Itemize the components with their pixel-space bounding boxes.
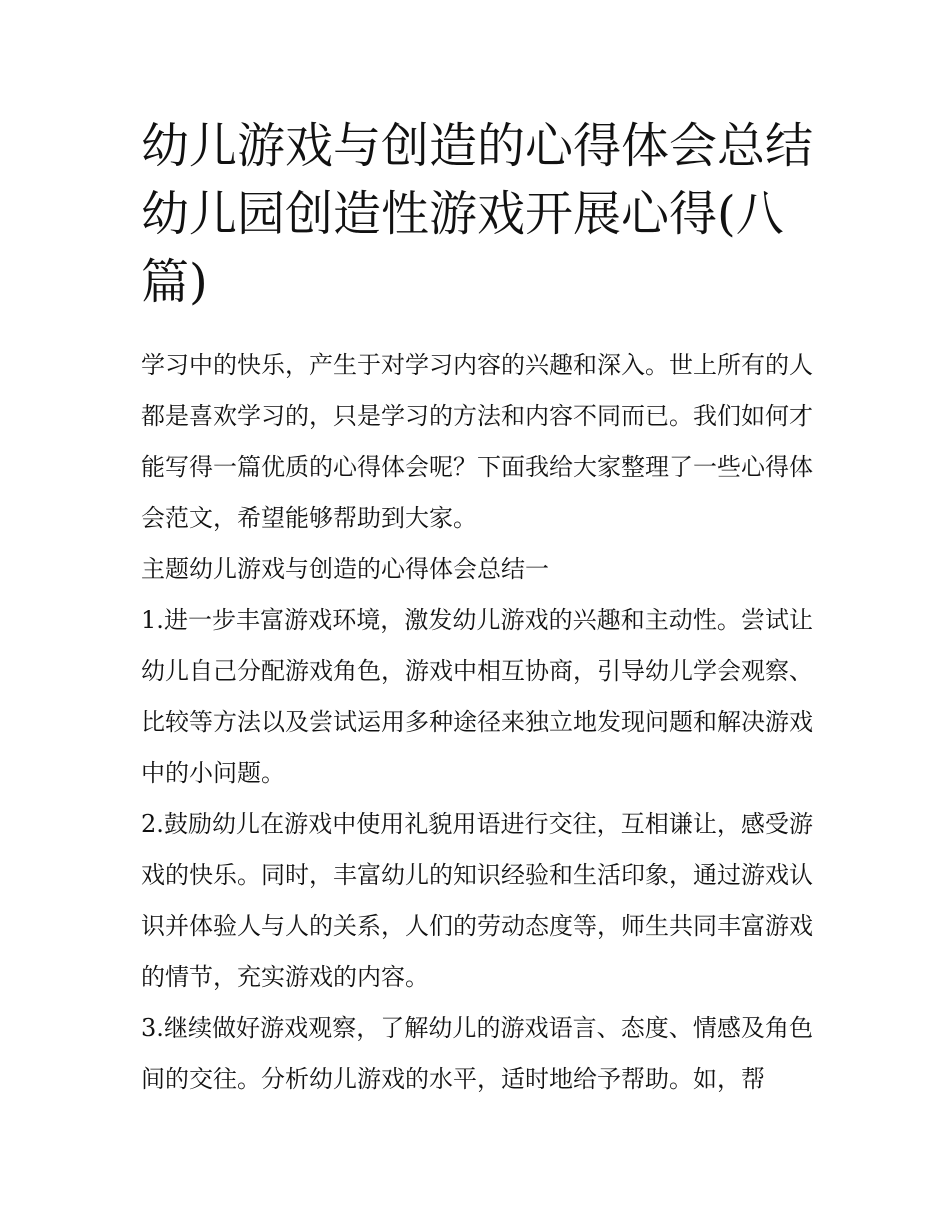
document-body: [141, 112, 813, 1105]
section-heading: 主题幼儿游戏与创造的心得体会总结一: [141, 555, 549, 583]
list-item-1: 1.进一步丰富游戏环境，激发幼儿游戏的兴趣和主动性。尝试让幼儿自己分配游戏角色，游戏中相互协商，引导幼儿学会观察、比较等方法以及尝试运用多种途径来独立地发现问题和解决游戏中的小问题。: [141, 606, 813, 787]
document-title: 幼儿游戏与创造的心得体会总结 幼儿园创造性游戏开展心得(八篇): [141, 118, 814, 310]
list-item-3: 3.继续做好游戏观察，了解幼儿的游戏语言、态度、情感及角色间的交往。分析幼儿游戏的水平，适时地给予帮助。如，帮: [141, 1014, 813, 1093]
intro-paragraph: 学习中的快乐，产生于对学习内容的兴趣和深入。世上所有的人都是喜欢学习的，只是学习的方法和内容不同而已。我们如何才能写得一篇优质的心得体会呢？下面我给大家整理了一些心得体会范文，希望能够帮助到大家。: [141, 351, 813, 532]
list-item-2: 2.鼓励幼儿在游戏中使用礼貌用语进行交往，互相谦让，感受游戏的快乐。同时，丰富幼儿的知识经验和生活印象，通过游戏认识并体验人与人的关系，人们的劳动态度等，师生共同丰富游戏的情节，充实游戏的内容。: [141, 810, 813, 991]
